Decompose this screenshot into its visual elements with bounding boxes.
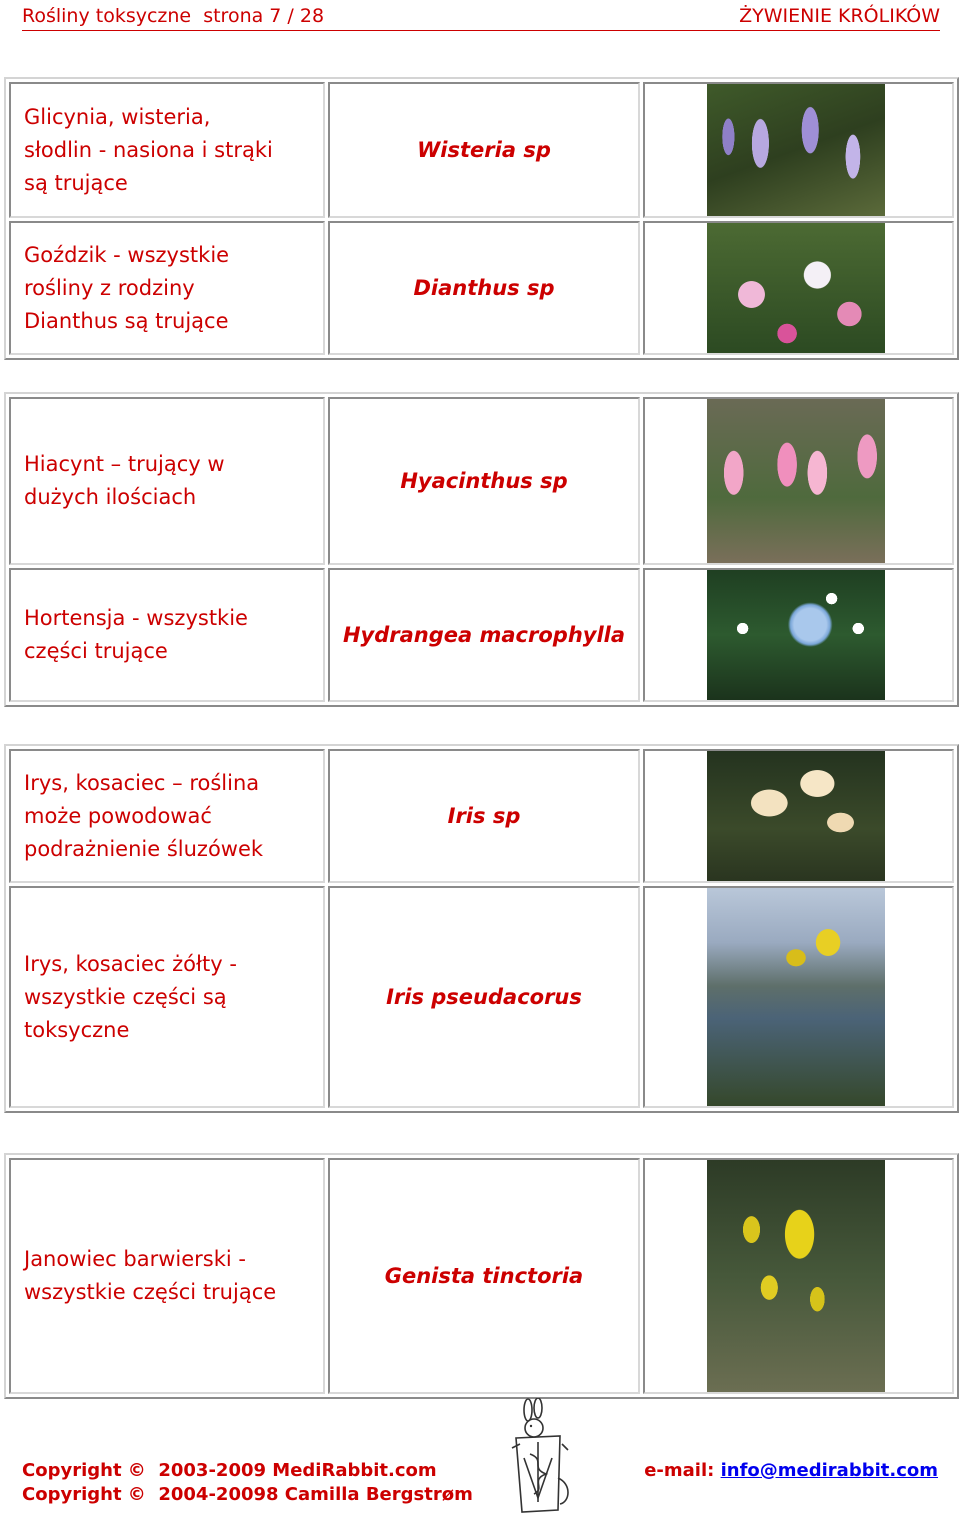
plant-photo-cell [643, 749, 954, 883]
plant-name: Hiacynt – trujący w dużych ilościach [9, 397, 325, 565]
plant-latin-name: Genista tinctoria [328, 1158, 639, 1394]
plant-name: Goździk - wszystkie rośliny z rodziny Dianthus są trujące [9, 221, 325, 355]
plant-table-2 [4, 392, 959, 707]
plant-latin-name: Iris sp [328, 749, 639, 883]
plant-table-4 [4, 1153, 959, 1399]
plant-photo-cell [643, 886, 954, 1108]
table-row [9, 1158, 954, 1394]
plant-photo-cell [643, 1158, 954, 1394]
genista-photo [707, 1160, 885, 1392]
plant-name: Janowiec barwierski - wszystkie części trujące [9, 1158, 325, 1394]
email-contact [644, 1459, 938, 1483]
plant-latin-name: Hyacinthus sp [328, 397, 639, 565]
plant-name: Irys, kosaciec żółty - wszystkie części są toksyczne [9, 886, 325, 1108]
copyright-line-1: Copyright © 2003-2009 MediRabbit.com [22, 1460, 437, 1481]
table-row [9, 82, 954, 218]
plant-photo-cell [643, 397, 954, 565]
dianthus-photo [707, 223, 885, 353]
iris-yellow-photo [707, 888, 885, 1106]
plant-latin-name: Dianthus sp [328, 221, 639, 355]
hyacinth-photo [707, 399, 885, 563]
hydrangea-photo [707, 570, 885, 700]
plant-name: Glicynia, wisteria, słodlin - nasiona i strąki są trujące [9, 82, 325, 218]
plant-photo-cell [643, 568, 954, 702]
table-row [9, 568, 954, 702]
email-link[interactable]: info@medirabbit.com [720, 1460, 938, 1481]
plant-photo-cell [643, 82, 954, 218]
page-header [22, 4, 940, 31]
table-row [9, 749, 954, 883]
header-title: Rośliny toksyczne strona 7 / 28 [22, 5, 325, 27]
rabbit-caduceus-logo [498, 1398, 578, 1518]
plant-table-3 [4, 744, 959, 1113]
plant-latin-name: Wisteria sp [328, 82, 639, 218]
copyright-line-2: Copyright © 2004-20098 Camilla Bergstrøm [22, 1484, 473, 1505]
plant-name: Irys, kosaciec – roślina może powodować podrażnienie śluzówek [9, 749, 325, 883]
plant-latin-name: Iris pseudacorus [328, 886, 639, 1108]
table-row [9, 397, 954, 565]
table-row [9, 221, 954, 355]
plant-latin-name: Hydrangea macrophylla [328, 568, 639, 702]
header-section: ŻYWIENIE KRÓLIKÓW [739, 5, 940, 27]
table-row [9, 886, 954, 1108]
plant-name: Hortensja - wszystkie części trujące [9, 568, 325, 702]
iris-photo [707, 751, 885, 881]
email-label: e-mail: [644, 1460, 721, 1481]
plant-table-1 [4, 77, 959, 360]
plant-photo-cell [643, 221, 954, 355]
wisteria-photo [707, 84, 885, 216]
